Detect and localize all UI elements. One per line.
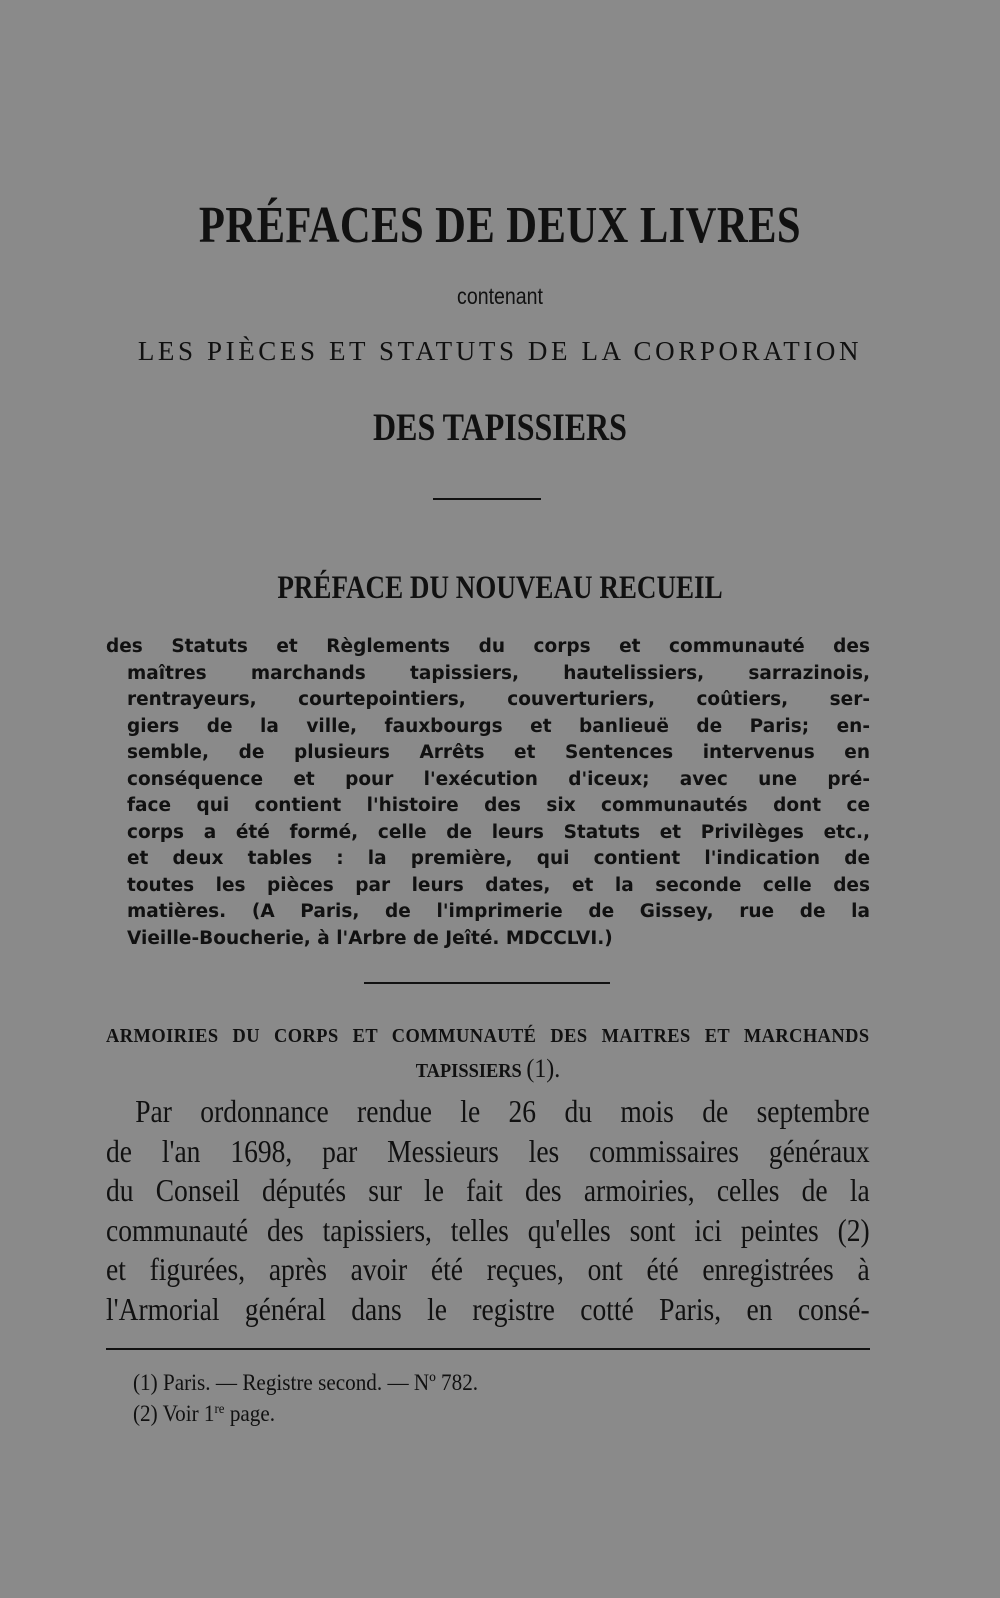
description-line: semble, de plusieurs Arrêts et Sentences intervenus en bbox=[127, 742, 870, 763]
description-line: Vieille-Boucherie, à l'Arbre de Jeîté. MDCCLVI.) bbox=[127, 927, 613, 949]
body-text: et figurées, après avoir été reçues, ont été enregistrées à bbox=[106, 1251, 870, 1287]
footnote-2-sup: re bbox=[214, 1402, 225, 1417]
description-line: rentrayeurs, courtepointiers, couverturiers, coûtiers, ser- bbox=[127, 689, 870, 710]
armoiries-word: TAPISSIERS bbox=[415, 1060, 522, 1082]
footnote-1: (1) Paris. — Registre second. — Nº 782. bbox=[133, 1370, 479, 1395]
description-line: giers de la ville, fauxbourgs et banlieuë de Paris; en- bbox=[127, 715, 870, 737]
corporation-heading: DES TAPISSIERS bbox=[373, 406, 627, 449]
description-line: face qui contient l'histoire des six communautés dont ce bbox=[127, 795, 870, 816]
description-line: des Statuts et Règlements du corps et communauté des bbox=[106, 636, 870, 657]
body-line bbox=[106, 1211, 870, 1251]
armoiries-line bbox=[137, 1054, 840, 1084]
page-title: PRÉFACES DE DEUX LIVRES bbox=[198, 197, 802, 254]
description-line: matières. (A Paris, de l'imprimerie de Gissey, rue de la bbox=[127, 901, 870, 922]
body-text: communauté des tapissiers, telles qu'elles sont ici peintes (2) bbox=[106, 1211, 870, 1248]
armoiries-heading bbox=[106, 1025, 870, 1084]
footnote-2-text: (2) Voir 1 bbox=[133, 1401, 215, 1426]
footnote-2-suffix: page. bbox=[224, 1401, 276, 1426]
body-paragraph bbox=[106, 1092, 870, 1329]
body-text: Par ordonnance rendue le 26 du mois de septembre bbox=[135, 1093, 870, 1129]
description-line: corps a été formé, celle de leurs Statuts et Privilèges etc., bbox=[127, 821, 870, 843]
contenant-label: contenant bbox=[457, 283, 543, 309]
body-text: l'Armorial général dans le registre cotté Paris, en consé- bbox=[106, 1290, 870, 1327]
description-line: maîtres marchands tapissiers, hautelissiers, sarrazinois, bbox=[127, 662, 870, 684]
footnote-2 bbox=[133, 1401, 275, 1427]
preface-heading: PRÉFACE DU NOUVEAU RECUEIL bbox=[277, 570, 723, 606]
body-line bbox=[106, 1250, 870, 1290]
body-line bbox=[106, 1171, 870, 1211]
divider-rule bbox=[364, 982, 610, 984]
body-text: du Conseil députés sur le fait des armoiries, celles de la bbox=[106, 1172, 870, 1208]
body-line bbox=[106, 1132, 870, 1172]
footnote-rule bbox=[106, 1348, 870, 1350]
divider-rule bbox=[433, 498, 541, 500]
book-description bbox=[106, 634, 870, 952]
body-text: de l'an 1698, par Messieurs les commissaires généraux bbox=[106, 1132, 870, 1169]
body-line bbox=[106, 1290, 870, 1330]
footnote-ref: (1). bbox=[526, 1054, 561, 1083]
armoiries-line: ARMOIRIES DU CORPS ET COMMUNAUTÉ DES MAITRES ET MARCHANDS bbox=[106, 1025, 870, 1047]
description-line: conséquence et pour l'exécution d'iceux; avec une pré- bbox=[127, 768, 870, 790]
body-line bbox=[106, 1092, 870, 1132]
description-line: toutes les pièces par leurs dates, et la seconde celle des bbox=[127, 874, 870, 896]
description-line: et deux tables : la première, qui contient l'indication de bbox=[127, 848, 870, 869]
subtitle: LES PIÈCES ET STATUTS DE LA CORPORATION bbox=[137, 336, 863, 366]
